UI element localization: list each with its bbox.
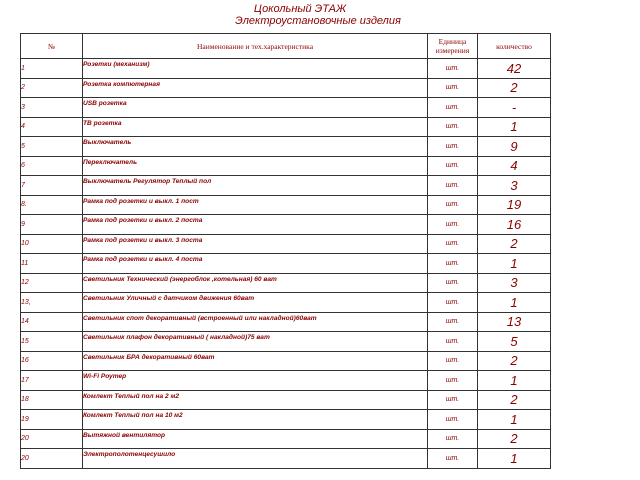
row-quantity: 4: [478, 156, 551, 176]
row-item-name-text: Вытяжной вентилятор: [83, 431, 166, 439]
row-quantity: 16: [478, 215, 551, 235]
row-item-name: [83, 371, 428, 391]
row-unit: шт.: [428, 449, 478, 469]
row-item-name: [83, 156, 428, 176]
row-quantity: 19: [478, 195, 551, 215]
row-unit: шт.: [428, 78, 478, 98]
row-number: 17: [21, 371, 83, 391]
table-header-row: [21, 34, 551, 59]
table-row: [21, 156, 551, 176]
row-number: 20: [21, 449, 83, 469]
row-item-name: [83, 78, 428, 98]
row-number: 18: [21, 390, 83, 410]
row-item-name: [83, 332, 428, 352]
table-row: [21, 351, 551, 371]
row-item-name-text: Выключатель Регулятор Теплый пол: [83, 178, 212, 185]
row-number: 1: [21, 59, 83, 79]
row-unit: шт.: [428, 429, 478, 449]
row-quantity: 13: [478, 312, 551, 332]
table-row: [21, 371, 551, 391]
row-item-name-text: Светильник плафон декоративный ( накладной)75 ват: [83, 334, 270, 341]
row-number: 16: [21, 351, 83, 371]
row-quantity: 9: [478, 137, 551, 157]
row-quantity: 2: [478, 234, 551, 254]
row-item-name: [83, 273, 428, 293]
row-item-name-text: Светильник Технический (энергоблок ,котельная) 60 ват: [83, 275, 277, 283]
row-number: 6: [21, 156, 83, 176]
row-item-name-text: Выключатель: [83, 139, 132, 146]
row-unit: шт.: [428, 351, 478, 371]
row-unit: шт.: [428, 59, 478, 79]
table-row: [21, 195, 551, 215]
row-number: 19: [21, 410, 83, 430]
row-number: 2: [21, 78, 83, 98]
row-item-name: [83, 390, 428, 410]
table-row: [21, 390, 551, 410]
row-item-name: [83, 98, 428, 118]
table-row: [21, 293, 551, 313]
row-quantity: 2: [478, 351, 551, 371]
row-item-name-text: Комлект Теплый пол на 10 м2: [83, 412, 183, 419]
row-number: 10: [21, 234, 83, 254]
row-item-name: [83, 312, 428, 332]
row-quantity: 2: [478, 390, 551, 410]
table-row: [21, 98, 551, 118]
table-row: [21, 234, 551, 254]
row-item-name: [83, 59, 428, 79]
row-item-name: [83, 137, 428, 157]
table-row: [21, 117, 551, 137]
table-row: [21, 59, 551, 79]
table-row: [21, 78, 551, 98]
row-number: 20: [21, 429, 83, 449]
row-item-name-text: Рамка под розетки и выкл. 2 поста: [83, 217, 203, 224]
row-quantity: 1: [478, 410, 551, 430]
row-item-name-text: Рамка под розетки и выкл. 1 пост: [83, 197, 199, 205]
row-number: 7: [21, 176, 83, 196]
row-item-name: [83, 351, 428, 371]
row-item-name: [83, 254, 428, 274]
row-item-name-text: USB розетка: [83, 100, 127, 107]
table-row: [21, 410, 551, 430]
row-item-name-text: ТВ розетка: [83, 119, 122, 127]
header-name: Наименование и тех.характеристика: [83, 34, 428, 59]
table-row: [21, 254, 551, 274]
row-item-name-text: Комлект Теплый пол на 2 м2: [83, 392, 180, 400]
row-unit: шт.: [428, 156, 478, 176]
row-number: 4: [21, 117, 83, 137]
row-unit: шт.: [428, 234, 478, 254]
row-unit: шт.: [428, 332, 478, 352]
row-quantity: -: [478, 98, 551, 118]
table-row: [21, 332, 551, 352]
row-item-name-text: Рамка под розетки и выкл. 3 поста: [83, 236, 203, 244]
row-item-name-text: Светильник Уличный с датчиком движения 60ват: [83, 295, 255, 302]
row-unit: шт.: [428, 254, 478, 274]
row-item-name-text: Светильник БРА декоративный 60ват: [83, 353, 215, 361]
header-num: №: [21, 34, 83, 59]
row-number: 5: [21, 137, 83, 157]
row-unit: шт.: [428, 312, 478, 332]
row-item-name: [83, 195, 428, 215]
row-unit: шт.: [428, 293, 478, 313]
row-quantity: 1: [478, 449, 551, 469]
row-item-name: [83, 410, 428, 430]
row-unit: шт.: [428, 273, 478, 293]
table-row: [21, 312, 551, 332]
table-row: [21, 176, 551, 196]
row-unit: шт.: [428, 117, 478, 137]
row-item-name-text: Электрополотенцесушило: [83, 451, 176, 458]
row-quantity: 3: [478, 273, 551, 293]
row-quantity: 5: [478, 332, 551, 352]
row-number: 15: [21, 332, 83, 352]
row-number: 12: [21, 273, 83, 293]
spec-table: [20, 33, 551, 469]
header-qty: количество: [478, 34, 551, 59]
row-item-name-text: Переключатель: [83, 158, 138, 166]
row-number: 14: [21, 312, 83, 332]
row-item-name: [83, 215, 428, 235]
row-unit: шт.: [428, 137, 478, 157]
row-quantity: 1: [478, 371, 551, 391]
row-quantity: 42: [478, 59, 551, 79]
row-number: 11: [21, 254, 83, 274]
row-item-name: [83, 293, 428, 313]
row-item-name: [83, 234, 428, 254]
row-item-name-text: Рамка под розетки и выкл. 4 поста: [83, 256, 203, 263]
row-item-name-text: Wi-Fi Роутер: [83, 373, 127, 380]
row-quantity: 1: [478, 254, 551, 274]
row-item-name-text: Светильник спот декоративный (встроенный или накладной)60ват: [83, 314, 317, 322]
table-row: [21, 137, 551, 157]
row-unit: шт.: [428, 390, 478, 410]
row-unit: шт.: [428, 98, 478, 118]
row-number: 9: [21, 215, 83, 235]
row-quantity: 2: [478, 78, 551, 98]
row-number: 13,: [21, 293, 83, 313]
row-item-name: [83, 449, 428, 469]
row-unit: шт.: [428, 176, 478, 196]
row-item-name: [83, 429, 428, 449]
table-row: [21, 273, 551, 293]
table-row: [21, 449, 551, 469]
row-unit: шт.: [428, 371, 478, 391]
page-title: Цокольный ЭТАЖ: [253, 3, 347, 15]
row-item-name-text: Розетка компютерная: [83, 80, 160, 88]
row-number: 8.: [21, 195, 83, 215]
row-quantity: 3: [478, 176, 551, 196]
row-item-name: [83, 117, 428, 137]
row-item-name-text: Розетки (механизм): [83, 61, 150, 68]
table-row: [21, 215, 551, 235]
row-quantity: 1: [478, 117, 551, 137]
row-unit: шт.: [428, 195, 478, 215]
table-row: [21, 429, 551, 449]
row-unit: шт.: [428, 215, 478, 235]
header-unit: Единица измерения: [428, 34, 478, 59]
row-unit: шт.: [428, 410, 478, 430]
row-quantity: 2: [478, 429, 551, 449]
row-item-name: [83, 176, 428, 196]
row-number: 3: [21, 98, 83, 118]
page-subtitle: Электроустановочные изделия: [235, 15, 401, 27]
row-quantity: 1: [478, 293, 551, 313]
